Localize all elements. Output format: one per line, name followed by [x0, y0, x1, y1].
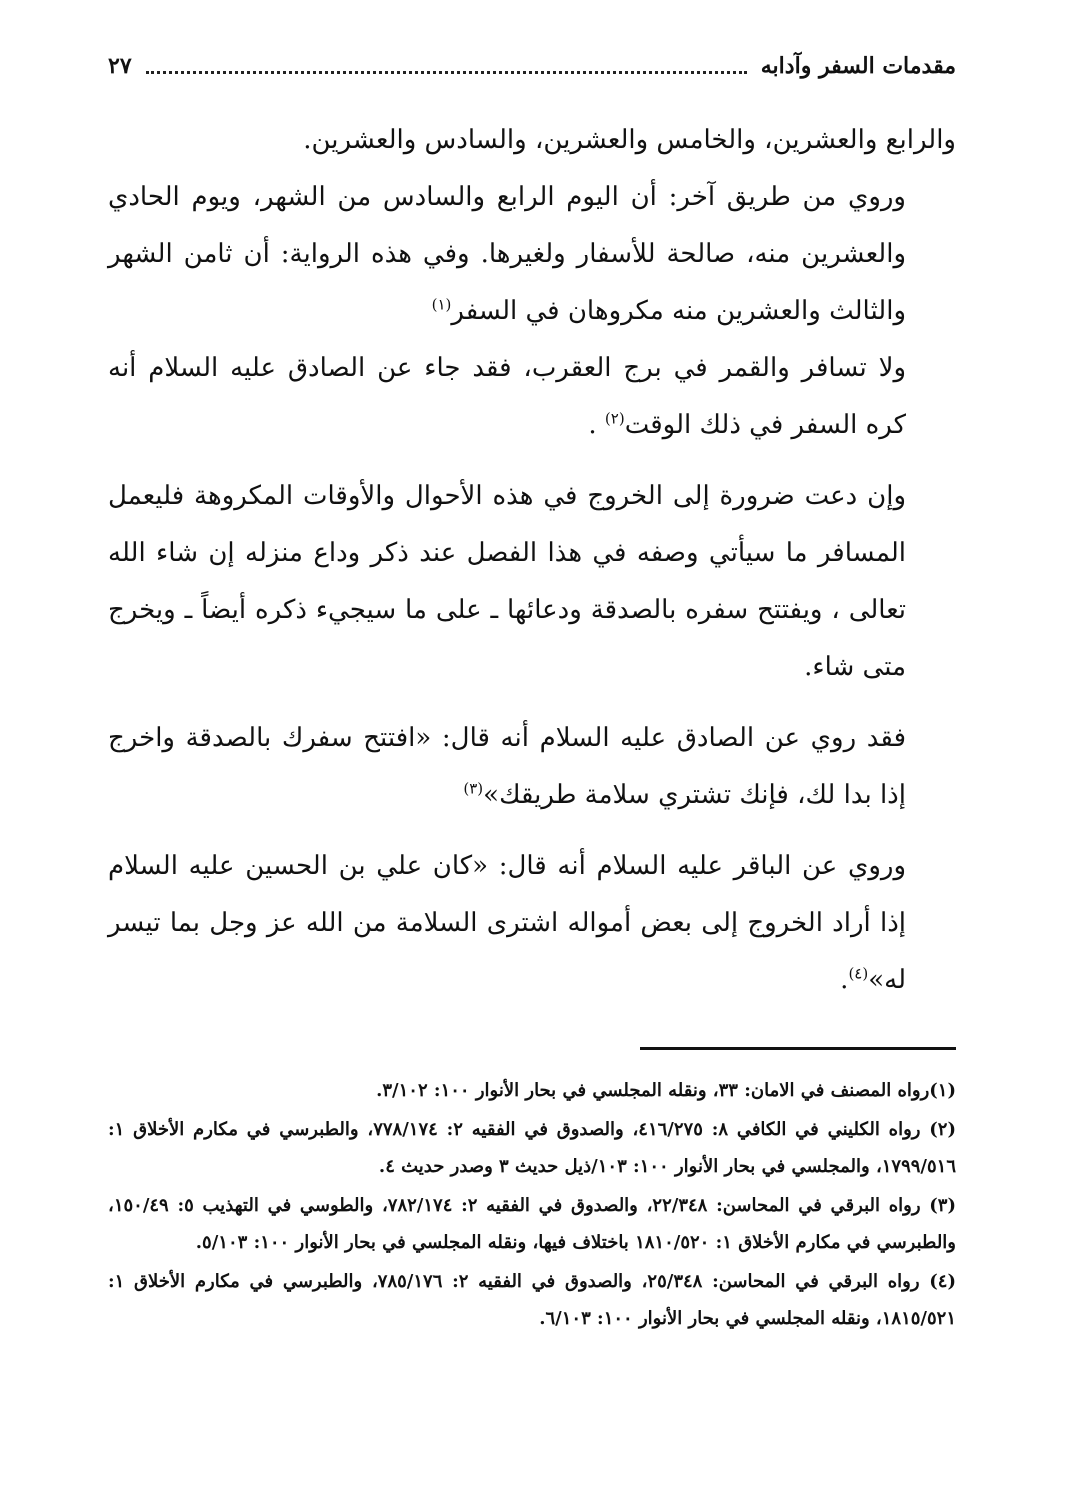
footnote-ref-2[interactable]: (٢): [604, 409, 625, 428]
main-text: [108, 112, 956, 1009]
paragraph-2-text: وروي من طريق آخر: أن اليوم الرابع والسادس من الشهر، ويوم الحادي والعشرين منه، صالحة للأسفار ولغيرها. وفي هذه الرواية: أن ثامن الشهر والثالث والعشرين منه مكروهان في السفر: [108, 182, 906, 326]
dot-leader: [146, 71, 747, 74]
footnote-separator: [640, 1047, 956, 1050]
running-header: [108, 46, 956, 86]
paragraph-4: وإن دعت ضرورة إلى الخروج في هذه الأحوال والأوقات المكروهة فليعمل المسافر ما سيأتي وصفه في هذا الفصل عند ذكر وداع منزله إن شاء الله تعالى ، ويفتتح سفره بالصدقة ودعائها ـ على ما سيجيء ذكره أيضاً ـ ويخرج متى شاء.: [108, 481, 907, 682]
paragraph-3: [108, 340, 956, 454]
footnote-3: (٣) رواه البرقي في المحاسن: ٢٢/٣٤٨، والصدوق في الفقيه ٢: ٧٨٢/١٧٤، والطوسي في التهذيب ٥: ١٥٠/٤٩، والطبرسي في مكارم الأخلاق ١: ١٨١٠/٥٢٠ باختلاف فيها، ونقله المجلسي في بحار الأنوار ١٠٠: ٥/١٠٣.: [108, 1195, 956, 1253]
paragraph-3-end: .: [588, 410, 605, 440]
header-title: مقدمات السفر وآدابه: [760, 53, 956, 79]
footnote-4: (٤) رواه البرقي في المحاسن: ٢٥/٣٤٨، والصدوق في الفقيه ٢: ٧٨٥/١٧٦، والطبرسي في مكارم الأخلاق ١: ١٨١٥/٥٢١، ونقله المجلسي في بحار الأنوار ١٠٠: ٦/١٠٣.: [108, 1271, 956, 1329]
footnote-1: (١)رواه المصنف في الامان: ٣٣، ونقله المجلسي في بحار الأنوار ١٠٠: ٣/١٠٢.: [376, 1080, 956, 1101]
paragraph-6: [108, 838, 956, 1009]
footnote-ref-3[interactable]: (٣): [463, 779, 484, 798]
paragraph-6-text: وروي عن الباقر عليه السلام أنه قال: «كان علي بن الحسين عليه السلام إذا أراد الخروج إلى بعض أمواله اشترى السلامة من الله عز وجل بما تيسر له»: [108, 851, 906, 995]
paragraph-3-text: ولا تسافر والقمر في برج العقرب، فقد جاء عن الصادق عليه السلام أنه كره السفر في ذلك الوقت: [108, 353, 906, 440]
paragraph-5: [108, 710, 956, 824]
footnote-2: (٢) رواه الكليني في الكافي ٨: ٤١٦/٢٧٥، والصدوق في الفقيه ٢: ٧٧٨/١٧٤، والطبرسي في مكارم الأخلاق ١: ١٧٩٩/٥١٦، والمجلسي في بحار الأنوار ١٠٠: ١٠٣/ذيل حديث ٣ وصدر حديث ٤.: [108, 1119, 956, 1177]
paragraph-5-text: فقد روي عن الصادق عليه السلام أنه قال: «افتتح سفرك بالصدقة واخرج إذا بدا لك، فإنك تشتري سلامة طريقك»: [108, 723, 906, 810]
page-number: ٢٧: [108, 53, 132, 79]
footnote-ref-4[interactable]: (٤): [848, 964, 869, 983]
paragraph-2: [108, 169, 956, 340]
paragraph-1: والرابع والعشرين، والخامس والعشرين، والسادس والعشرين.: [303, 125, 956, 155]
footnotes: [108, 1072, 956, 1339]
footnote-ref-1[interactable]: (١): [431, 295, 452, 314]
paragraph-6-end: .: [840, 965, 849, 995]
